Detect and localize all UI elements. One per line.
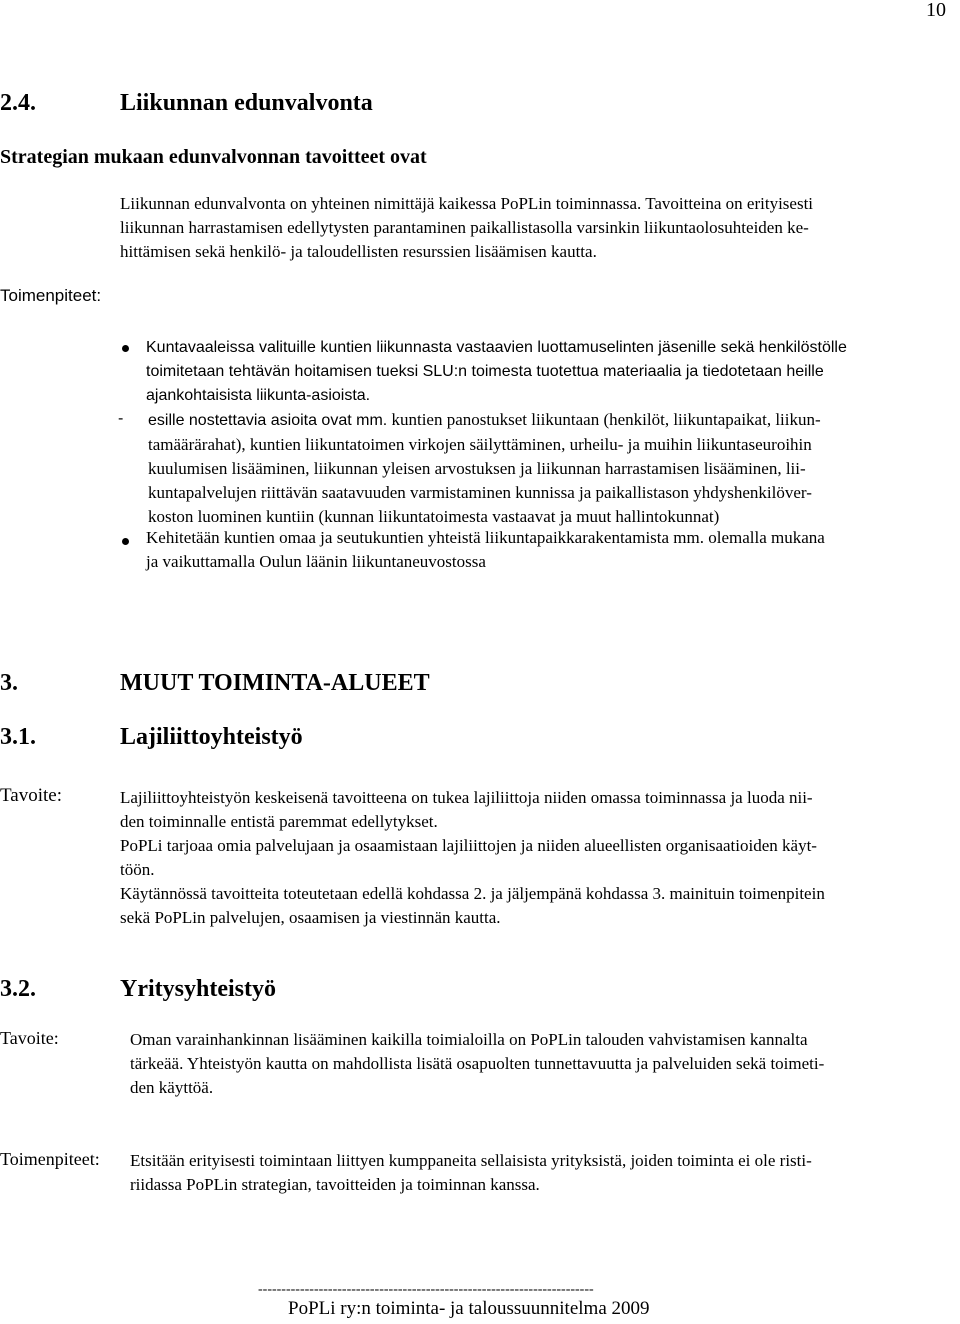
text-line: tamäärärahat), kuntien liikuntatoimen virkojen säilyttäminen, urheilu- ja muihin liikuntaseuroihin [148,435,812,454]
text-line: hittämisen sekä henkilö- ja taloudellisten resurssien lisäämisen kautta. [120,242,597,261]
text-line: Oman varainhankinnan lisääminen kaikilla toimialoilla on PoPLin talouden vahvistamisen kannalta [130,1030,808,1049]
text-line: Kehitetään kuntien omaa ja seutukuntien yhteistä liikuntapaikkarakentamista mm. olemalla mukana [146,528,825,547]
section-number: 3.1. [0,724,36,750]
measures-paragraph [130,1149,812,1197]
text-line: Käytännössä tavoitteita toteutetaan edellä kohdassa 2. ja jäljempänä kohdassa 3. mainituin toimenpitein [120,884,825,903]
text-line: Liikunnan edunvalvonta on yhteinen nimittäjä kaikessa PoPLin toiminnassa. Tavoitteina on erityisesti [120,194,814,213]
text-line: den toiminnalle entistä paremmat edellytykset. [120,812,438,831]
section-number: 3.2. [0,976,36,1002]
text-line: ja vaikuttamalla Oulun läänin liikuntaneuvostossa [146,552,486,571]
text-line: toimitetaan tehtävän hoitamisen tueksi SLU:n toimesta tuotettua materiaalia ja tiedotetaan heille [146,363,824,380]
text-line: Lajiliittoyhteistyön keskeisenä tavoitteena on tukea lajiliittoja niiden omassa toiminnassa ja luoda nii- [120,788,813,807]
text-line: ajankohtaisista liikunta-asioista. [146,387,371,404]
goal-paragraph [130,1028,824,1100]
goal-label: Tavoite: [0,785,62,806]
section-title: Liikunnan edunvalvonta [120,90,373,116]
text-line: den käyttöä. [130,1078,214,1097]
text-line: Kuntavaaleissa valituille kuntien liikunnasta vastaavien luottamuselinten jäsenille sekä henkilöstölle [146,339,847,356]
dash-marker: - [118,410,124,427]
goal-paragraph [120,786,825,930]
text-line: töön. [120,860,155,879]
text-line: sekä PoPLin palvelujen, osaamisen ja viestinnän kautta. [120,908,501,927]
page-number: 10 [926,0,946,21]
section-3-2-heading [0,976,960,1008]
dash-line-start: esille nostettavia asioita ovat mm. [148,412,388,429]
measures-label: Toimenpiteet: [0,1149,100,1169]
bullet-item-2 [146,526,825,574]
section-3-1-heading [0,724,960,756]
section-title: Yritysyhteistyö [120,976,276,1002]
text-line: riidassa PoPLin strategian, tavoitteiden ja toiminnan kanssa. [130,1175,540,1194]
bullet-item-1 [146,336,847,408]
footer-text: PoPLi ry:n toiminta- ja taloussuunnitelma 2009 [288,1298,650,1319]
goal-label: Tavoite: [0,1028,59,1048]
dash-item [148,408,821,529]
text-line: tärkeää. Yhteistyön kautta on mahdollista lisätä osapuolten tunnettavuutta ja palveluiden sekä toimeti- [130,1054,825,1073]
text-line: kuulumisen lisääminen, liikunnan yleisen arvostuksen ja liikunnan harrastamisen lisääminen, lii- [148,459,806,478]
footer-rule: ------------------------------------------------------------------------ [258,1282,594,1297]
intro-paragraph [120,192,813,264]
text-line: PoPLi tarjoaa omia palvelujaan ja osaamistaan lajiliittojen ja niiden alueellisten organisaatioiden käyt- [120,836,817,855]
text-line [148,408,821,433]
text-line: koston luominen kuntiin (kunnan liikuntatoimesta vastaavat ja muut hallintokunnat) [148,507,720,526]
subheading: Strategian mukaan edunvalvonnan tavoitteet ovat [0,146,427,168]
text-line: liikunnan harrastamisen edellytysten parantaminen paikallistasolla varsinkin liikuntaolosuhteiden ke- [120,218,809,237]
measures-label: Toimenpiteet: [0,286,102,305]
text-line: kuntapalvelujen riittävän saatavuuden varmistaminen kunnissa ja paikallistason yhdyshenkilöver- [148,483,812,502]
section-number: 2.4. [0,90,36,116]
bullet-icon [122,345,129,352]
section-number: 3. [0,670,18,696]
section-3-heading [0,670,960,702]
text-line: Etsitään erityisesti toimintaan liittyen kumppaneita sellaisista yrityksistä, joiden toiminta ei ole risti- [130,1151,812,1170]
section-title: Lajiliittoyhteistyö [120,724,303,750]
dash-line-rest: kuntien panostukset liikuntaan (henkilöt, liikuntapaikat, liikun- [391,410,821,429]
section-title: MUUT TOIMINTA-ALUEET [120,670,430,696]
bullet-icon [122,538,129,545]
